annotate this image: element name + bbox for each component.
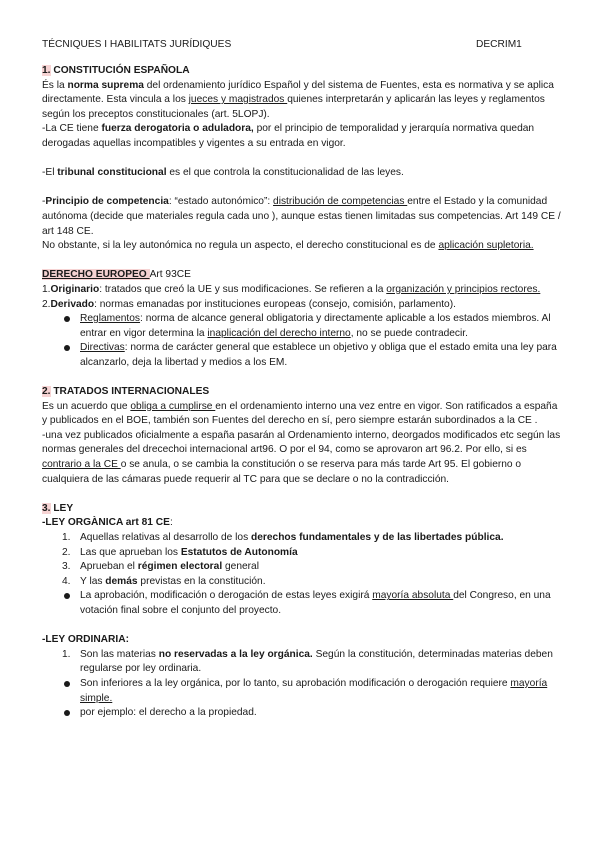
section-3-heading — [42, 502, 562, 517]
section-1-title: CONSTITUCIÓN ESPAÑOLA — [53, 65, 190, 76]
section-eu-title: DERECHO EUROPEO — [42, 269, 150, 281]
section-3-number: 3. — [42, 502, 51, 514]
bullet-icon — [64, 316, 70, 322]
section-2-heading — [42, 385, 562, 400]
list-item: 1. Son las materias no reservadas a la ley orgánica. Según la constitución, determinadas materias deben regularse por ley ordinaria. — [62, 648, 553, 675]
list-item: por ejemplo: el derecho a la propiedad. — [42, 706, 562, 721]
section-eu-article: Art 93CE — [149, 269, 191, 281]
section-1-paragraph-4: -Principio de competencia: “estado autonómico”: distribución de competencias entre el Estado y la comunidad autónoma (decide que materiales regula cada uno ), aunque estas tienen limitadas sus competencias. Art 149 CE / art 148 CE. — [42, 196, 561, 237]
ley-ordinaria-heading: -LEY ORDINARIA: — [42, 634, 129, 646]
bullet-icon — [64, 710, 70, 716]
list-item: 2. Las que aprueban los Estatutos de Autonomía — [62, 546, 298, 558]
list-item: Son inferiores a la ley orgánica, por lo tanto, su aprobación modificación o derogación requiere mayoría simple. — [42, 677, 562, 706]
section-1-paragraph-3: -El tribunal constitucional es el que controla la constitucionalidad de las leyes. — [42, 167, 404, 179]
list-item: La aprobación, modificación o derogación de estas leyes exigirá mayoría absoluta del Congreso, en una votación final sobre el conjunto del proyecto. — [42, 589, 562, 618]
section-1-paragraph-1: És la norma suprema del ordenamiento jurídico Español y del sistema de Fuentes, esta es normativa y se aplica directamente. Esta vincula a los jueces y magistrados quienes interpretarán y aplicarán las leyes y reglamentos según los preceptos constitucionales (art. 5LOPJ). — [42, 79, 554, 120]
list-item: 3. Aprueban el régimen electoral general — [62, 561, 259, 573]
header-code: DECRIM1 — [476, 39, 522, 50]
section-eu-item-2: 2.Derivado: normas emanadas por instituciones europeas (consejo, comisión, parlamento). — [42, 298, 456, 310]
bullet-icon — [64, 681, 70, 687]
section-1-paragraph-2: -La CE tiene fuerza derogatoria o aduladora, por el principio de temporalidad y jerarquía normativa quedan derogadas aquellas incompatibles y vigentes a su entrada en vigor. — [42, 123, 535, 149]
document-body — [42, 64, 562, 721]
section-1-paragraph-5: No obstante, si la ley autonómica no regula un aspecto, el derecho constitucional es de aplicación supletoria. — [42, 240, 534, 252]
section-1-number: 1. — [42, 65, 51, 76]
header-title: TÉCNIQUES I HABILITATS JURÍDIQUES — [42, 39, 232, 50]
bullet-icon — [64, 345, 70, 351]
section-1-heading — [42, 64, 562, 79]
section-2-title: TRATADOS INTERNACIONALES — [50, 386, 210, 398]
section-2-number: 2. — [42, 386, 51, 398]
bullet-icon — [64, 593, 70, 599]
section-2-paragraph-2: -una vez publicados oficialmente a españa pasarán al Ordenamiento interno, deorgados modificados etc según las normas generales del drecechoi internacional art96. O por el 94, como se aprovaron art 96.2. Por ello, si es contrario a la CE o se anula, o se cambia la constitución o se reserva para más tarde Art 95. El gobierno o cualquiera de las cámaras puede requerir al TC para que se declare o no la contradicción. — [42, 429, 561, 485]
section-eu-heading — [42, 268, 562, 283]
section-eu-item-1: 1.Originario: tratados que creó la UE y sus modificaciones. Se refieren a la organización y principios rectores. — [42, 283, 541, 295]
list-item: Reglamentos: norma de alcance general obligatoria y directamente aplicable a los estados miembros. Al entrar en vigor determina la inaplicación del derecho interno, no se puede contradecir. — [42, 312, 562, 341]
section-2-paragraph-1: Es un acuerdo que obliga a cumplirse en el ordenamiento interno una vez entre en vigor. Son ratificados a españa y publicados en el BOE, también son Fuentes del derecho en sí, pero siempre estarán subordinados a la CE . — [42, 400, 558, 427]
ley-organica-heading: -LEY ORGÀNICA art 81 CE: — [42, 517, 173, 529]
list-item: Directivas: norma de carácter general que establece un objetivo y obliga que el estado emita una ley para alcanzarlo, deja la libertad y medios a los EM. — [42, 341, 562, 370]
list-item: 4. Y las demás previstas en la constitución. — [62, 575, 266, 587]
list-item: 1. Aquellas relativas al desarrollo de los derechos fundamentales y de las libertades pública. — [62, 532, 504, 543]
section-3-title: LEY — [50, 502, 74, 514]
